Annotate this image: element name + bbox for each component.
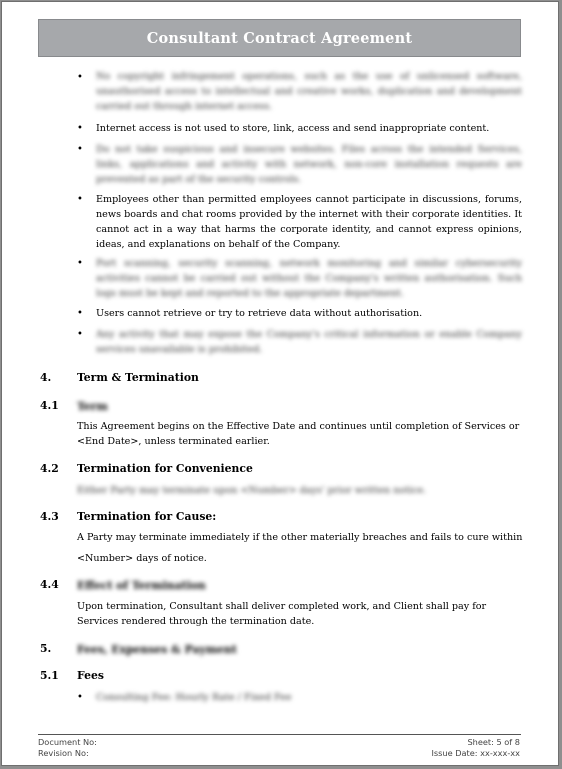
blurred-bullet-text: No copyright infringement operations, such as the use of unlicensed software, unauthorised access to intellectual and creative works, duplication and development carried out through internet access. [96, 71, 522, 112]
subsection-heading: Termination for Convenience [77, 462, 253, 475]
bullet-marker: • [77, 329, 83, 340]
subsection-number: 4.1 [40, 399, 59, 412]
footer-sheet: Sheet: 5 of 8 [467, 737, 520, 747]
blurred-bullet-text: Port scanning, security scanning, network monitoring and similar cybersecurity activities cannot be carried out without the Company's written authorisation. Such logs must be kept and reported to the appropriate department. [96, 258, 522, 299]
blurred-bullet-text: Consulting Fee: Hourly Rate / Fixed Fee [96, 692, 292, 703]
subsection-heading: Termination for Cause: [77, 510, 217, 523]
blurred-section-heading: Fees, Expenses & Payment [77, 643, 237, 656]
subsection-body-line: A Party may terminate immediately if the other materially breaches and fails to cure within [77, 532, 523, 543]
blurred-bullet-text: Any activity that may expose the Company's critical information or enable Company services unavailable is prohibited. [96, 329, 522, 355]
blurred-subsection-heading: Term [77, 400, 108, 413]
footer-issue-date: Issue Date: xx-xxx-xx [431, 748, 520, 758]
subsection-number: 4.4 [40, 578, 59, 591]
section-heading: Term & Termination [77, 371, 199, 384]
document-title: Consultant Contract Agreement [146, 29, 413, 47]
section-number: 4. [40, 371, 52, 384]
footer-revision-no: Revision No: [38, 748, 89, 758]
footer-divider [38, 734, 521, 735]
blurred-subsection-body: Either Party may terminate upon <Number> days' prior written notice. [77, 485, 427, 496]
subsection-heading: Fees [77, 669, 104, 682]
bullet-marker: • [77, 144, 83, 155]
document-page [1, 1, 559, 766]
bullet-marker: • [77, 123, 83, 134]
document-title-bar [38, 19, 521, 57]
subsection-body: This Agreement begins on the Effective Date and continues until completion of Services or <End Date>, unless terminated earlier. [77, 421, 520, 447]
subsection-body-line: <Number> days of notice. [77, 553, 207, 564]
footer-document-no: Document No: [38, 737, 97, 747]
blurred-bullet-text: Do not take suspicious and insecure websites. Files across the intended Services, links, applications and activity with network, non-core installation requests are prevented as part of the security controls. [96, 144, 522, 185]
bullet-marker: • [77, 692, 83, 703]
section-number: 5. [40, 642, 52, 655]
bullet-marker: • [77, 194, 83, 205]
bullet-marker: • [77, 308, 83, 319]
blurred-subsection-heading: Effect of Termination [77, 579, 206, 592]
bullet-text: Users cannot retrieve or try to retrieve data without authorisation. [96, 308, 423, 319]
subsection-body: Upon termination, Consultant shall deliver completed work, and Client shall pay for Services rendered through the termination date. [77, 601, 487, 627]
bullet-text: Internet access is not used to store, link, access and send inappropriate content. [96, 123, 490, 134]
subsection-number: 4.2 [40, 462, 59, 475]
subsection-number: 4.3 [40, 510, 59, 523]
bullet-marker: • [77, 72, 83, 83]
subsection-number: 5.1 [40, 669, 59, 682]
bullet-marker: • [77, 258, 83, 269]
bullet-text: Employees other than permitted employees cannot participate in discussions, forums, news boards and chat rooms provided by the internet with their corporate identities. It cannot act in a way that harms the corporate identity, and cannot express opinions, ideas, and explanations on behalf of the Company. [96, 194, 522, 250]
